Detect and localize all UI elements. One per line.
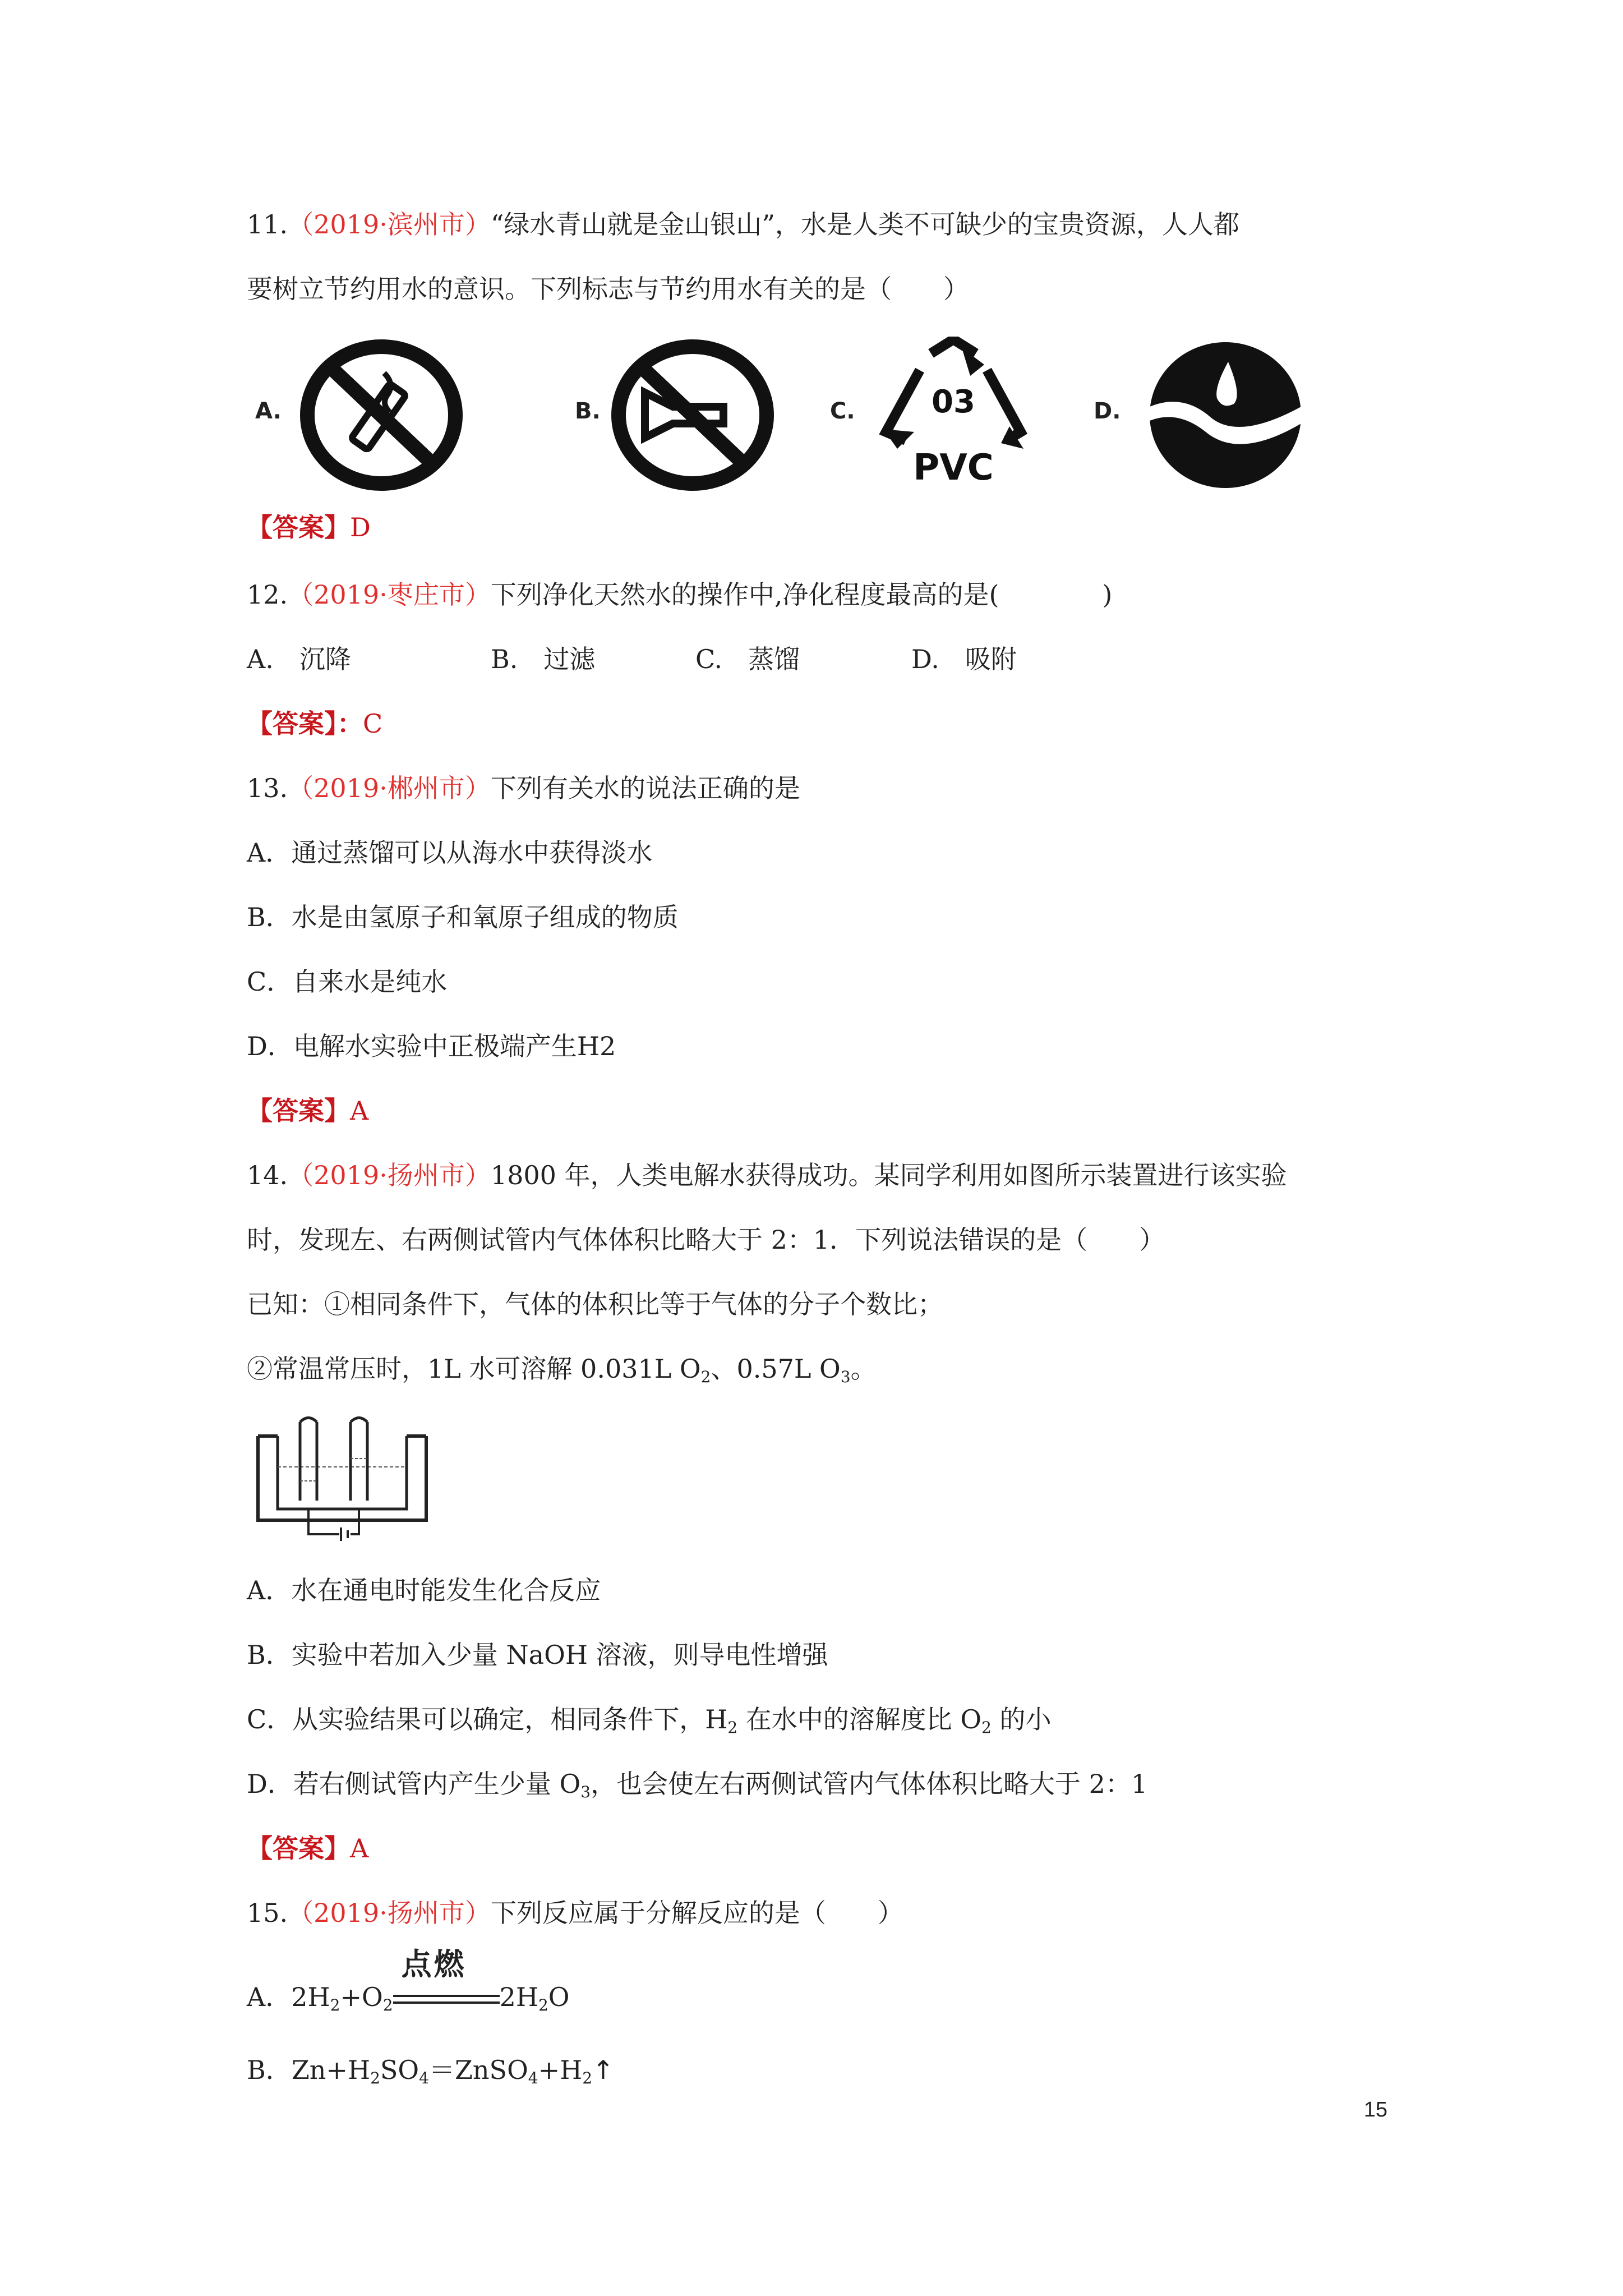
q14-known2-part3: 。	[850, 1354, 877, 1384]
plus: +	[340, 1982, 362, 2012]
q11-line1	[247, 208, 1239, 241]
sub-2: 2	[582, 2069, 593, 2087]
q14-option-c	[247, 1703, 1052, 1745]
q11-option-c-label: C.	[830, 398, 855, 424]
equals-bottom	[393, 2001, 500, 2004]
q13-line1	[247, 771, 800, 805]
q14-option-c-part3: 的小	[991, 1704, 1052, 1734]
q14-option-c-sub-o2: 2	[981, 1718, 992, 1737]
q12-answer-tag: 【答案】：	[247, 708, 363, 739]
plus: +	[538, 2055, 560, 2085]
q13-answer-tag: 【答案】	[247, 1096, 350, 1126]
sub-4: 4	[419, 2069, 429, 2087]
q11-text1: “绿水青山就是金山银山”，水是人类不可缺少的宝贵资源，人人都	[490, 209, 1239, 240]
sub-2: 2	[330, 1996, 340, 2014]
q14-option-b: B．实验中若加入少量 NaOH 溶液，则导电性增强	[247, 1640, 828, 1670]
q14-known2-sub-o3: 3	[840, 1368, 851, 1386]
q12-answer-value: C	[363, 708, 383, 739]
q14-known2-part2: 、0.57L O	[711, 1354, 841, 1384]
q15-option-a-label: A．	[247, 1982, 292, 2012]
q12-option-a: A. 沉降	[247, 644, 351, 674]
q13-answer	[247, 1094, 368, 1128]
recycle-pvc-icon	[872, 337, 1035, 494]
q11-answer-tag: 【答案】	[247, 512, 350, 542]
q14-known2-part1: ②常温常压时，1L 水可溶解 0.031L O	[247, 1354, 701, 1384]
q14-answer	[247, 1832, 368, 1865]
q14-answer-value: A	[350, 1833, 369, 1864]
q14-known1: 已知：①相同条件下，气体的体积比等于气体的分子个数比；	[247, 1289, 943, 1319]
q13-option-c: C．自来水是纯水	[247, 967, 448, 997]
q12-option-b: B. 过滤	[491, 644, 596, 674]
el-h: H	[515, 1982, 538, 2012]
q14-known2-sub-o2: 2	[700, 1368, 711, 1386]
q14-line2: 时，发现左、右两侧试管内气体体积比略大于 2：1．下列说法错误的是（ ）	[247, 1225, 1165, 1255]
el-h: H	[347, 2055, 371, 2085]
q15-option-b	[247, 2053, 614, 2095]
q14-option-c-part2: 在水中的溶解度比 O	[737, 1704, 982, 1734]
no-smoking-icon	[300, 339, 463, 491]
reaction-condition-equals	[393, 1947, 500, 2014]
q13-answer-value: A	[350, 1096, 369, 1126]
el-o: O	[362, 1982, 383, 2012]
q12-source: （2019·枣庄市）	[288, 579, 491, 610]
q15-option-a	[247, 1947, 570, 2022]
q13-text: 下列有关水的说法正确的是	[490, 773, 800, 803]
q12-line1	[247, 578, 1112, 611]
sub-2: 2	[382, 1996, 393, 2014]
q13-number: 13.	[247, 773, 288, 803]
sub-4: 4	[528, 2069, 538, 2087]
coef-2: 2	[291, 1982, 308, 2012]
q13-option-d: D．电解水实验中正极端产生H2	[247, 1031, 616, 1061]
el-h: H	[307, 1982, 330, 2012]
coef-2: 2	[499, 1982, 516, 2012]
el-znso: ZnSO	[454, 2055, 528, 2085]
condition-label: 点燃	[401, 1947, 467, 1982]
q11-option-b-label: B.	[575, 398, 601, 424]
q12-answer	[247, 707, 382, 740]
q12-option-d: D. 吸附	[911, 644, 1017, 674]
gas-arrow-icon: ↑	[592, 2055, 614, 2085]
q14-number: 14.	[247, 1160, 288, 1190]
q15-option-b-label: B．	[247, 2055, 292, 2085]
plus: +	[326, 2055, 348, 2085]
electrolysis-apparatus-diagram	[252, 1414, 437, 1548]
q15-line1	[247, 1896, 903, 1930]
q15-source: （2019·扬州市）	[288, 1898, 491, 1928]
q14-option-d-part1: D．若右侧试管内产生少量 O	[247, 1769, 581, 1799]
q11-answer	[247, 510, 371, 544]
sub-2: 2	[538, 1996, 548, 2014]
q13-option-a: A．通过蒸馏可以从海水中获得淡水	[247, 838, 653, 868]
q15-number: 15.	[247, 1898, 288, 1928]
q11-source: （2019·滨州市）	[288, 209, 491, 240]
q11-option-a-label: A.	[255, 398, 282, 424]
q14-option-d-sub-o3: 3	[580, 1783, 591, 1801]
el-so: SO	[380, 2055, 419, 2085]
recycle-material: PVC	[913, 447, 994, 489]
no-horn-icon	[611, 339, 774, 491]
q14-option-d	[247, 1767, 1147, 1809]
equals: ＝	[428, 2055, 455, 2085]
q15-text: 下列反应属于分解反应的是（ ）	[490, 1898, 903, 1928]
q11-number: 11.	[247, 209, 288, 240]
q13-option-b: B．水是由氢原子和氧原子组成的物质	[247, 902, 679, 932]
q14-option-c-part1: C．从实验结果可以确定，相同条件下，H	[247, 1704, 728, 1734]
q14-source: （2019·扬州市）	[288, 1160, 491, 1190]
el-zn: Zn	[291, 2055, 326, 2085]
recycle-code: 03	[932, 384, 975, 420]
q13-source: （2019·郴州市）	[288, 773, 491, 803]
q12-number: 12.	[247, 579, 288, 610]
q14-text1: 1800 年，人类电解水获得成功。某同学利用如图所示装置进行该实验	[490, 1160, 1287, 1190]
q11-option-d-label: D.	[1094, 398, 1121, 424]
water-saving-icon	[1144, 339, 1307, 491]
q12-option-c: C. 蒸馏	[695, 644, 800, 674]
q14-option-d-part2: ，也会使左右两侧试管内气体体积比略大于 2：1	[591, 1769, 1148, 1799]
q14-line1	[247, 1158, 1287, 1192]
q11-line2: 要树立节约用水的意识。下列标志与节约用水有关的是（ ）	[247, 274, 969, 304]
q14-known2	[247, 1352, 877, 1394]
equals-top	[393, 1995, 500, 1997]
page-number: 15	[1363, 2098, 1387, 2122]
q11-answer-value: D	[350, 512, 371, 542]
el-h: H	[560, 2055, 583, 2085]
sub-2: 2	[370, 2069, 380, 2087]
q14-answer-tag: 【答案】	[247, 1833, 350, 1864]
q14-option-a: A．水在通电时能发生化合反应	[247, 1575, 601, 1605]
q12-text: 下列净化天然水的操作中,净化程度最高的是( )	[490, 579, 1113, 610]
q14-option-c-sub-h2: 2	[727, 1718, 738, 1737]
el-o: O	[548, 1982, 570, 2012]
